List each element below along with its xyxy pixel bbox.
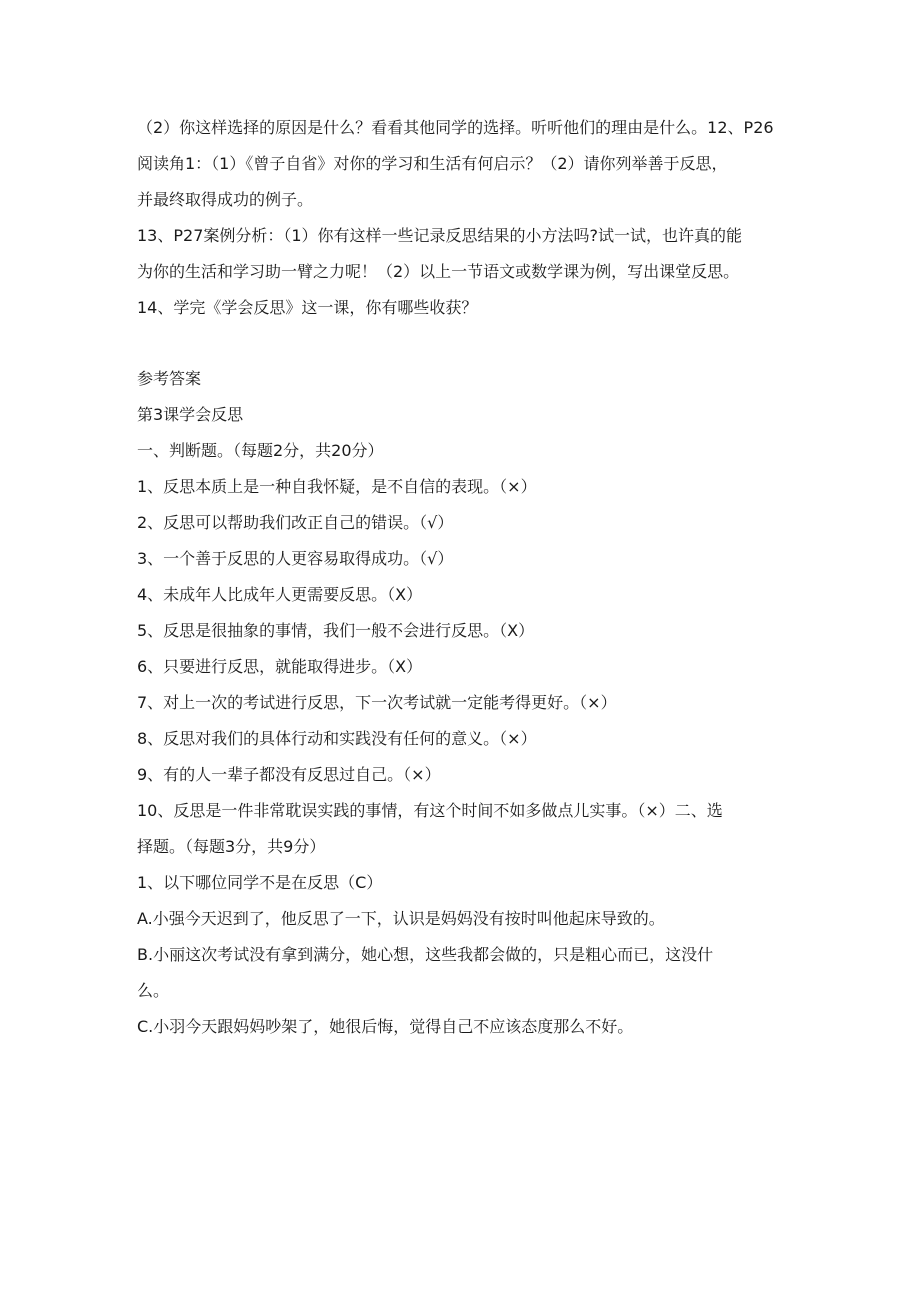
answer-heading: 参考答案 [137, 369, 202, 388]
answer-item: 2、反思可以帮助我们改正自己的错误。（√） [137, 513, 454, 532]
section-heading: 一、判断题。（每题2分，共20分） [137, 441, 384, 460]
answer-item: 1、反思本质上是一种自我怀疑，是不自信的表现。（×） [137, 477, 537, 496]
answer-item: 8、反思对我们的具体行动和实践没有任何的意义。（×） [137, 729, 537, 748]
option-a: A.小强今天迟到了，他反思了一下，认识是妈妈没有按时叫他起床导致的。 [137, 909, 665, 928]
answer-item: 5、反思是很抽象的事情，我们一般不会进行反思。（X） [137, 621, 535, 640]
section-heading: 择题。（每题3分，共9分） [137, 837, 326, 856]
answer-item: 4、未成年人比成年人更需要反思。（X） [137, 585, 423, 604]
answer-item: 9、有的人一辈子都没有反思过自己。（×） [137, 765, 441, 784]
question-item: 1、以下哪位同学不是在反思（C） [137, 873, 383, 892]
answer-item: 10、反思是一件非常耽误实践的事情，有这个时间不如多做点儿实事。（×）二、选 [137, 801, 723, 820]
option-b: B.小丽这次考试没有拿到满分，她心想，这些我都会做的，只是粗心而已，这没什 [137, 945, 714, 964]
option-c: C.小羽今天跟妈妈吵架了，她很后悔，觉得自己不应该态度那么不好。 [137, 1017, 634, 1036]
text-line: 13、P27案例分析：（1）你有这样一些记录反思结果的小方法吗?试一试，也许真的能 [137, 226, 743, 245]
lesson-title: 第3课学会反思 [137, 405, 244, 424]
text-line: 阅读角1：（1）《曾子自省》对你的学习和生活有何启示？（2）请你列举善于反思， [137, 154, 728, 173]
text-line: （2）你这样选择的原因是什么？看看其他同学的选择。听听他们的理由是什么。12、P26 [137, 118, 774, 137]
text-line: 为你的生活和学习助一臂之力呢！（2）以上一节语文或数学课为例，写出课堂反思。 [137, 262, 740, 281]
option-b-continued: 么。 [137, 981, 170, 1000]
text-line: 14、学完《学会反思》这一课，你有哪些收获？ [137, 298, 478, 317]
text-line: 并最终取得成功的例子。 [137, 190, 314, 209]
answer-item: 3、一个善于反思的人更容易取得成功。（√） [137, 549, 454, 568]
answer-item: 7、对上一次的考试进行反思，下一次考试就一定能考得更好。（×） [137, 693, 617, 712]
answer-item: 6、只要进行反思，就能取得进步。（X） [137, 657, 423, 676]
